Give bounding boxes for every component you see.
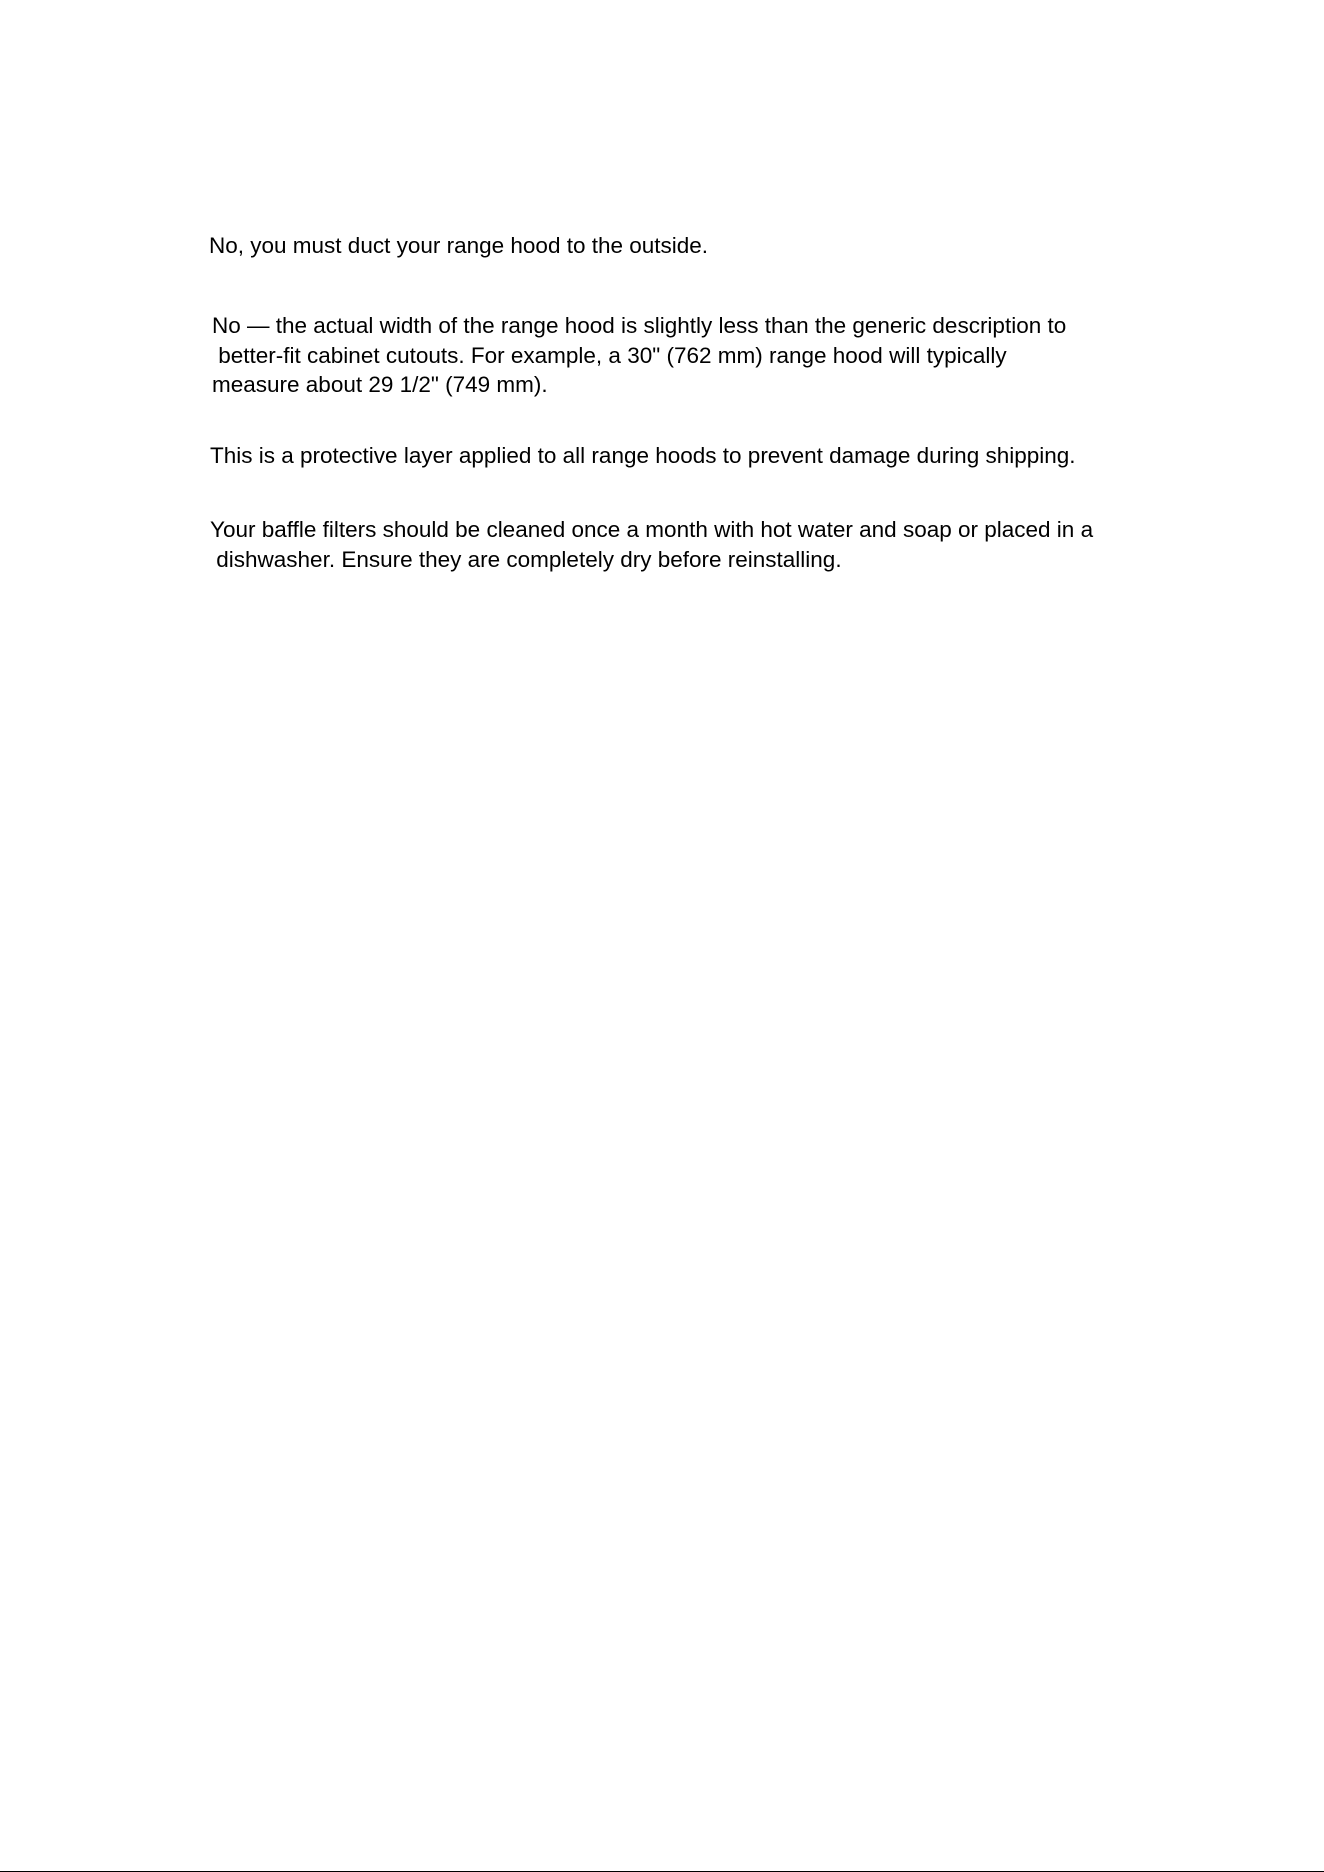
text-line: No, you must duct your range hood to the outside.	[209, 233, 709, 258]
text-line: measure about 29 1/2" (749 mm).	[212, 372, 548, 397]
answer-baffle-filters	[210, 515, 1093, 574]
text-line: better-fit cabinet cutouts. For example, a 30" (762 mm) range hood will typically	[212, 342, 1007, 368]
answer-ducting	[209, 231, 708, 261]
answer-hood-width	[212, 311, 1066, 400]
answer-protective-layer	[210, 441, 1076, 471]
text-line: This is a protective layer applied to all range hoods to prevent damage during shipping.	[210, 443, 1076, 468]
text-line: dishwasher. Ensure they are completely dry before reinstalling.	[210, 546, 842, 572]
text-line: Your baffle filters should be cleaned once a month with hot water and soap or placed in a	[210, 517, 1094, 542]
text-line: No — the actual width of the range hood is slightly less than the generic description to	[212, 313, 1067, 338]
